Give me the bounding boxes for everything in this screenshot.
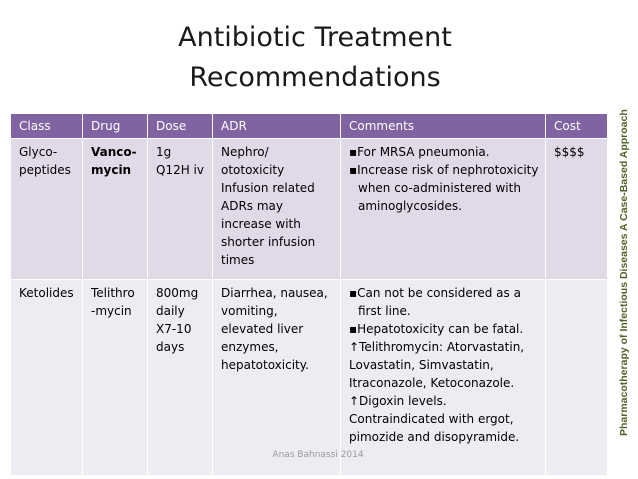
cell-comments	[341, 139, 546, 280]
comments-list	[349, 338, 540, 446]
comment-item: ▪For MRSA pneumonia.	[349, 145, 490, 159]
comments-list	[349, 284, 540, 338]
table-header-row	[11, 114, 608, 139]
vertical-book-title	[612, 80, 634, 440]
cell-line: hepatotoxicity.	[221, 358, 309, 372]
comment-item: ▪Increase risk of nephrotoxicity when co-administered with aminoglycosides.	[349, 163, 539, 213]
cell-drug	[83, 280, 148, 476]
cell-line: 800mg	[156, 286, 199, 300]
cell-line: X7-10	[156, 322, 192, 336]
comment-item: ↑Digoxin levels.	[349, 394, 447, 408]
header-cost: Cost	[546, 114, 608, 139]
cell-dose	[148, 280, 213, 476]
cell-dose	[148, 139, 213, 280]
cell-line: Diarrhea, nausea,	[221, 286, 328, 300]
cell-line: Glyco-	[19, 145, 58, 159]
cell-line: ADRs may	[221, 199, 283, 213]
header-adr: ADR	[213, 114, 341, 139]
comment-item: ▪Can not be considered as a first line.	[349, 286, 521, 318]
cell-drug	[83, 139, 148, 280]
treatment-table	[10, 113, 608, 476]
header-dose: Dose	[148, 114, 213, 139]
cell-line: enzymes,	[221, 340, 279, 354]
slide-title	[150, 18, 480, 98]
comment-item: ▪Hepatotoxicity can be fatal.	[349, 322, 524, 336]
header-comments: Comments	[341, 114, 546, 139]
cell-line: daily	[156, 304, 185, 318]
footer-credit: Anas Bahnassi 2014	[272, 450, 364, 460]
title-line-1: Antibiotic Treatment	[178, 22, 452, 53]
cell-line: -mycin	[91, 304, 132, 318]
vertical-book-title-text: Pharmacotherapy of Infectious Diseases A Case-Based Approach	[618, 109, 630, 436]
cell-adr	[213, 139, 341, 280]
cell-class	[11, 139, 83, 280]
cell-line: ototoxicity	[221, 163, 285, 177]
cell-line: Ketolides	[19, 286, 74, 300]
cell-line: elevated liver	[221, 322, 304, 336]
cell-line: Infusion related	[221, 181, 315, 195]
cell-line: Telithro	[91, 286, 135, 300]
cell-line: peptides	[19, 163, 71, 177]
cell-line: times	[221, 253, 255, 267]
table-row	[11, 280, 608, 476]
cell-line: Q12H iv	[156, 163, 204, 177]
cell-comments	[341, 280, 546, 476]
cell-line: increase with	[221, 217, 301, 231]
comment-item: ↑Telithromycin: Atorvastatin, Lovastatin, Simvastatin, Itraconazole, Ketoconazole.	[349, 340, 525, 390]
cell-line: 1g	[156, 145, 172, 159]
table-row	[11, 139, 608, 280]
cell-class	[11, 280, 83, 476]
cell-line: mycin	[91, 163, 132, 177]
cell-cost	[546, 280, 608, 476]
header-class: Class	[11, 114, 83, 139]
title-line-2: Recommendations	[189, 62, 441, 93]
cell-line: Vanco-	[91, 145, 137, 159]
cell-cost: $$$$	[546, 139, 608, 280]
cell-line: shorter infusion	[221, 235, 316, 249]
cell-line: Nephro/	[221, 145, 269, 159]
header-drug: Drug	[83, 114, 148, 139]
cell-adr	[213, 280, 341, 476]
comment-item: Contraindicated with ergot, pimozide and disopyramide.	[349, 412, 520, 444]
cell-line: vomiting,	[221, 304, 278, 318]
cell-line: days	[156, 340, 185, 354]
comments-list	[349, 143, 540, 215]
